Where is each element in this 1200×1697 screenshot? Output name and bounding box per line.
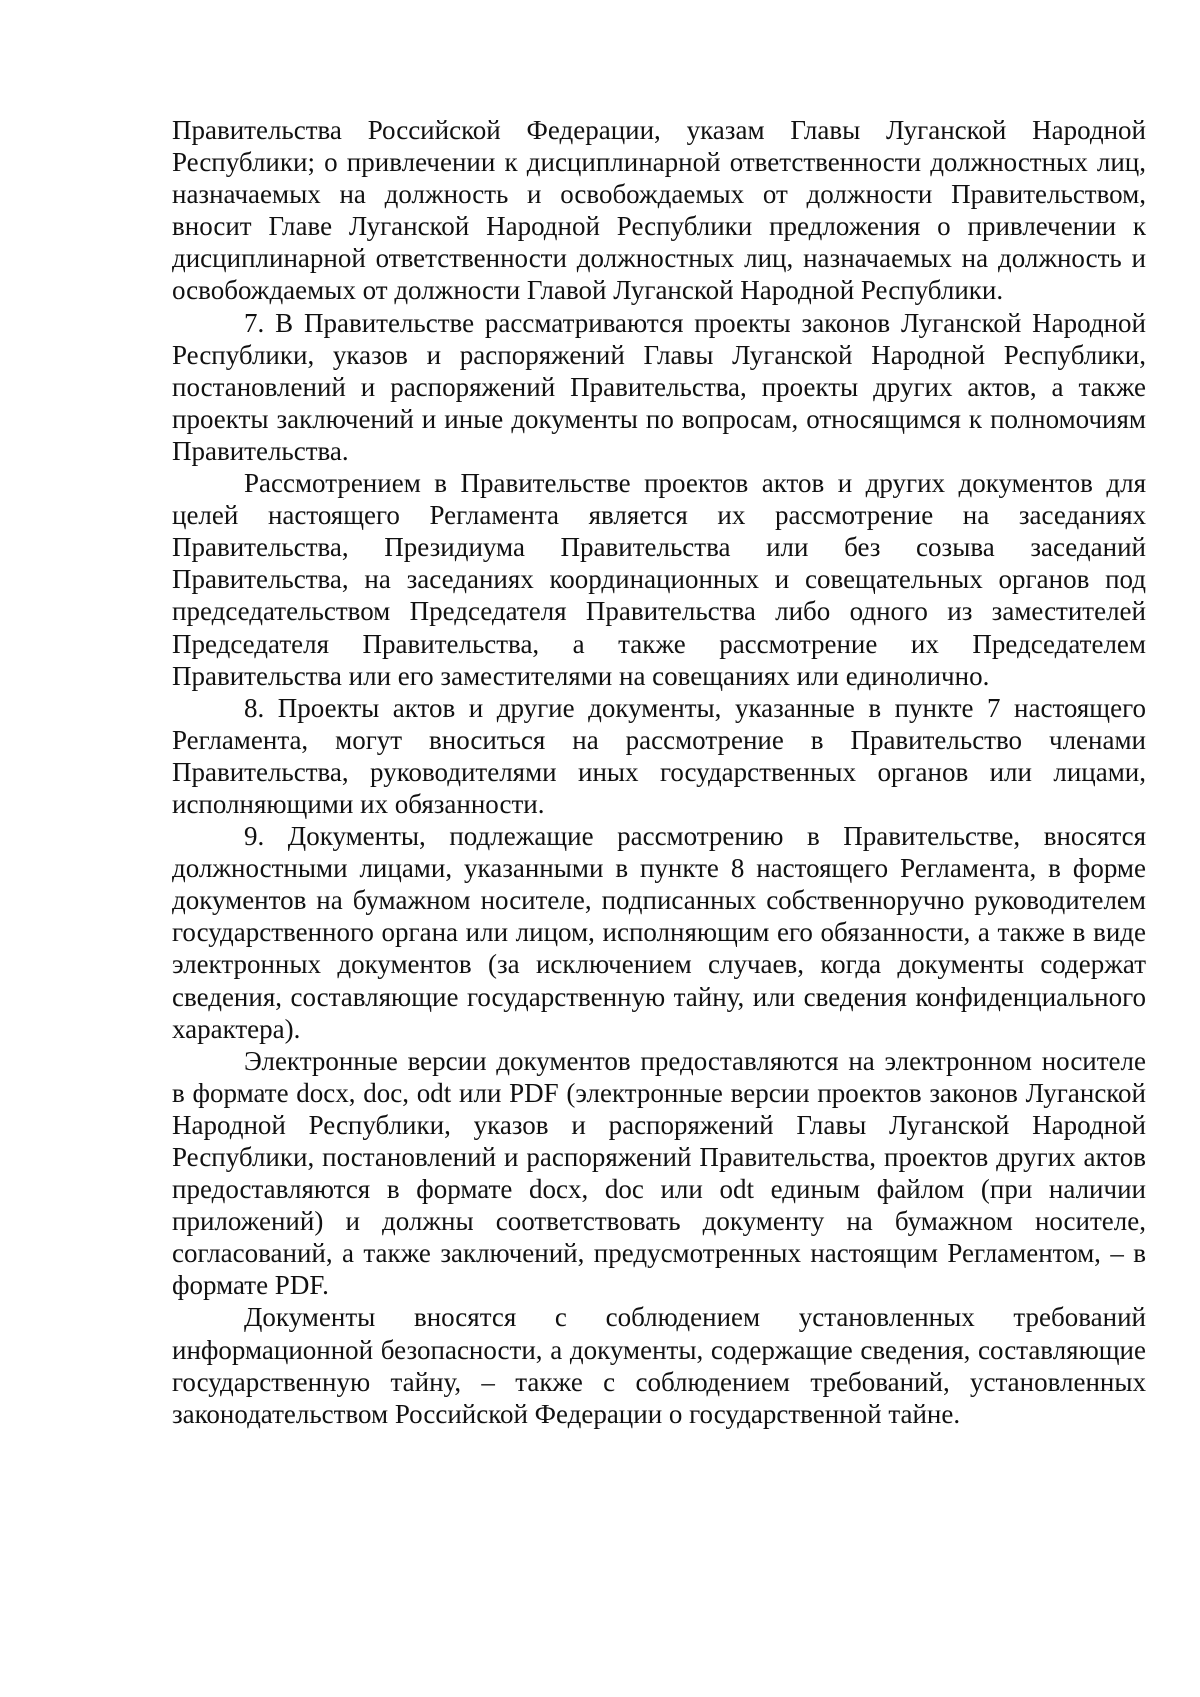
- paragraph-item-7: 7. В Правительстве рассматриваются проекты законов Луганской Народной Республики, указов и распоряжений Главы Луганской Народной Республики, постановлений и распоряжений Правительства, проекты других актов, а также проекты заключений и иные документы по вопросам, относящимся к полномочиям Правительства.: [172, 307, 1146, 466]
- paragraph-continuation: Правительства Российской Федерации, указам Главы Луганской Народной Республики; о привлечении к дисциплинарной ответственности должностных лиц, назначаемых на должность и освобождаемых от должности Правительством, вносит Главе Луганской Народной Республики предложения о привлечении к дисциплинарной ответственности должностных лиц, назначаемых на должность и освобождаемых от должности Главой Луганской Народной Республики.: [172, 115, 1146, 306]
- document-body: [172, 114, 1146, 1430]
- paragraph-item-8: 8. Проекты актов и другие документы, указанные в пункте 7 настоящего Регламента, могут вноситься на рассмотрение в Правительство членами Правительства, руководителями иных государственных органов или лицами, исполняющими их обязанности.: [172, 692, 1146, 819]
- paragraph-security-requirements: Документы вносятся с соблюдением установленных требований информационной безопасности, а документы, содержащие сведения, составляющие государственную тайну, – также с соблюдением требований, установленных законодательством Российской Федерации о государственной тайне.: [172, 1302, 1146, 1429]
- paragraph-electronic-versions: Электронные версии документов предоставляются на электронном носителе в формате docx, doc, odt или PDF (электронные версии проектов законов Луганской Народной Республики, указов и распоряжений Главы Луганской Народной Республики, постановлений и распоряжений Правительства, проектов других актов предоставляются в формате docx, doc или odt единым файлом (при наличии приложений) и должны соответствовать документу на бумажном носителе, согласований, а также заключений, предусмотренных настоящим Регламентом, – в формате PDF.: [172, 1045, 1146, 1301]
- paragraph-review-definition: Рассмотрением в Правительстве проектов актов и других документов для целей настоящего Регламента является их рассмотрение на заседаниях Правительства, Президиума Правительства или без созыва заседаний Правительства, на заседаниях координационных и совещательных органов под председательством Председателя Правительства либо одного из заместителей Председателя Правительства, а также рассмотрение их Председателем Правительства или его заместителями на совещаниях или единолично.: [172, 468, 1146, 691]
- paragraph-item-9: 9. Документы, подлежащие рассмотрению в Правительстве, вносятся должностными лицами, указанными в пункте 8 настоящего Регламента, в форме документов на бумажном носителе, подписанных собственноручно руководителем государственного органа или лицом, исполняющим его обязанности, а также в виде электронных документов (за исключением случаев, когда документы содержат сведения, составляющие государственную тайну, или сведения конфиденциального характера).: [172, 821, 1146, 1044]
